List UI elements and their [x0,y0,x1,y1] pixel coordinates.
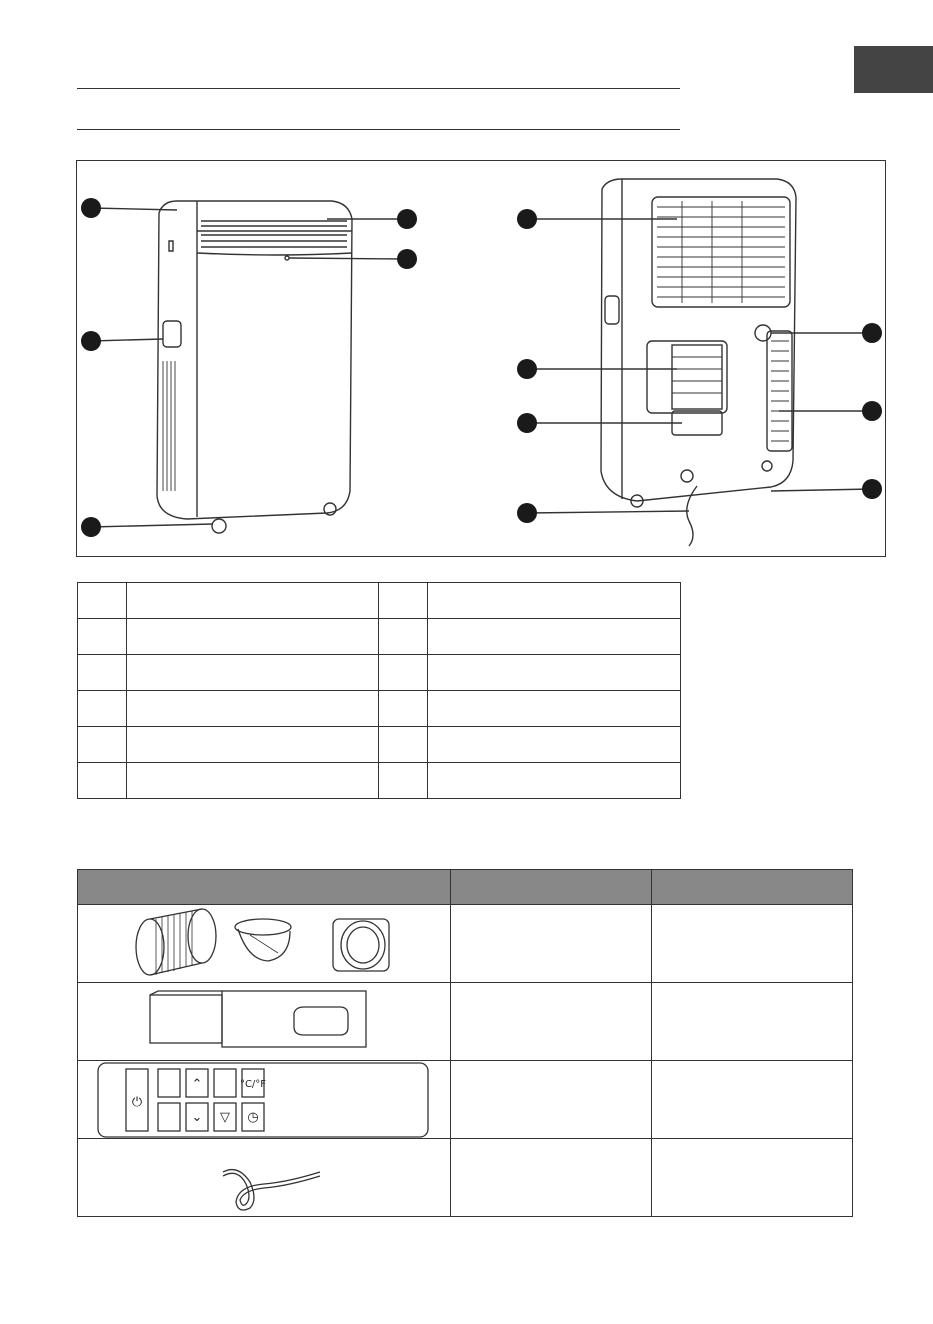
part-number [78,691,127,727]
remote-control-cell [78,1061,451,1139]
table-row [78,1139,853,1217]
table-row [78,1061,853,1139]
part-label [428,583,681,619]
remote-control-icon [78,1061,450,1138]
part-number [379,619,428,655]
column-header-quantity [451,870,652,905]
part-label [126,583,379,619]
callout-marker [81,331,101,351]
part-label [428,691,681,727]
table-row [78,691,681,727]
part-number [379,763,428,799]
part-label [126,619,379,655]
drain-hose-cell [78,1139,451,1217]
window-sealing-kit-icon [78,983,450,1060]
table-row [78,763,681,799]
remark-cell [652,1061,853,1139]
part-label [428,619,681,655]
power-icon[interactable]: ⏻ [131,1095,143,1110]
drain-hose-icon [78,1142,450,1214]
mode-button[interactable]: ▽ [220,1110,230,1125]
language-tab [854,46,933,93]
temperature-unit-button[interactable]: °C/°F [239,1079,267,1090]
up-button[interactable]: ⌃ [191,1077,203,1092]
part-label [126,691,379,727]
part-label [126,727,379,763]
callout-marker [862,401,882,421]
table-row [78,583,681,619]
parts-legend-table [77,582,681,799]
down-button[interactable]: ⌄ [191,1110,203,1125]
column-header-item [78,870,451,905]
part-label [428,655,681,691]
quantity-cell [451,1139,652,1217]
table-row [78,983,853,1061]
part-number [379,691,428,727]
callout-marker [397,249,417,269]
table-row [78,905,853,983]
table-header-row [78,870,853,905]
table-row [78,619,681,655]
callout-marker [81,198,101,218]
quantity-cell [451,905,652,983]
callout-marker [862,323,882,343]
timer-button[interactable]: ◷ [247,1110,259,1125]
part-number [78,655,127,691]
part-number [78,727,127,763]
ac-back-icon [601,179,796,546]
remark-cell [652,905,853,983]
title-rule-bottom [77,129,680,130]
table-row [78,655,681,691]
part-number [379,583,428,619]
ac-front-icon [157,201,352,533]
callout-marker [517,209,537,229]
part-number [78,583,127,619]
part-label [428,727,681,763]
device-illustration [76,160,886,557]
callout-marker [862,479,882,499]
quantity-cell [451,1061,652,1139]
exhaust-hose-and-adapters-cell [78,905,451,983]
part-label [428,763,681,799]
quantity-cell [451,983,652,1061]
part-number [379,655,428,691]
part-number [78,619,127,655]
part-label [126,763,379,799]
callout-marker [517,503,537,523]
device-illustration-svg [77,161,887,558]
callout-marker [81,517,101,537]
remark-cell [652,983,853,1061]
part-number [379,727,428,763]
window-sealing-kit-cell [78,983,451,1061]
column-header-remark [652,870,853,905]
table-row [78,727,681,763]
callout-markers [81,198,882,537]
exhaust-hose-and-adapters-icon [78,905,450,982]
callout-marker [397,209,417,229]
part-number [78,763,127,799]
title-rule-top [77,88,680,89]
remark-cell [652,1139,853,1217]
callout-marker [517,359,537,379]
accessories-table [77,869,853,1217]
callout-marker [517,413,537,433]
part-label [126,655,379,691]
